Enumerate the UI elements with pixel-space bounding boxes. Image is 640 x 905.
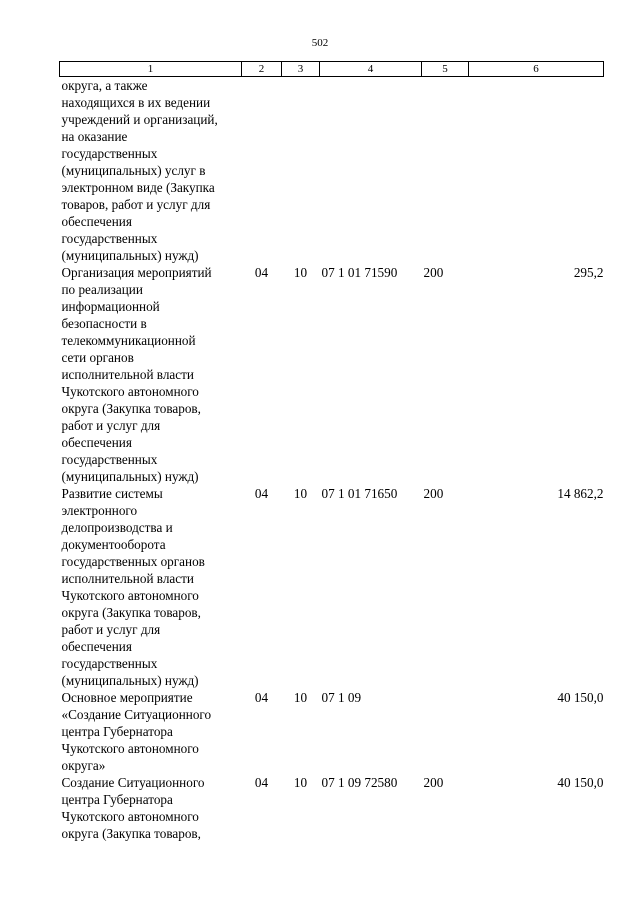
row-subsection (282, 77, 320, 265)
row-name: Организация мероприятий по реализации информационной безопасности в телекоммуникационной сети органов исполнительной власти Чукотского автономного округа (Закупка товаров, работ и услуг для обеспечения государственных (муниципальных) нужд) (61, 265, 212, 484)
column-header-4: 4 (320, 62, 422, 77)
row-expense-type: 200 (423, 486, 444, 501)
row-amount (469, 77, 604, 265)
row-expense-type (422, 689, 469, 774)
row-target-code: 07 1 09 (321, 690, 362, 705)
column-header-1: 1 (60, 62, 242, 77)
row-expense-type: 200 (423, 265, 444, 280)
row-amount: 14 862,2 (557, 486, 604, 501)
row-section: 04 (254, 265, 269, 280)
row-target-code (320, 77, 422, 265)
column-header-3: 3 (282, 62, 320, 77)
table-row (60, 264, 604, 485)
page-number: 502 (311, 37, 329, 49)
row-target-code: 07 1 09 72580 (321, 775, 398, 790)
table-header (60, 62, 604, 77)
row-subsection: 10 (293, 690, 308, 705)
budget-table (59, 61, 604, 842)
row-subsection: 10 (293, 486, 308, 501)
row-name: Развитие системы электронного делопроизводства и документооборота государственных органов исполнительной власти Чукотского автономного округа (Закупка товаров, работ и услуг для обеспечения государственных (муниципальных) нужд) (61, 486, 205, 688)
row-amount: 40 150,0 (557, 690, 604, 705)
row-section: 04 (254, 690, 269, 705)
table-body (60, 77, 604, 843)
table-row (60, 485, 604, 689)
row-section: 04 (254, 486, 269, 501)
row-subsection: 10 (293, 265, 308, 280)
row-amount: 40 150,0 (557, 775, 604, 790)
row-expense-type: 200 (423, 775, 444, 790)
row-name: Создание Ситуационного центра Губернатора Чукотского автономного округа (Закупка товаров, (61, 775, 205, 841)
table-row (60, 774, 604, 842)
row-subsection: 10 (293, 775, 308, 790)
column-header-2: 2 (242, 62, 282, 77)
row-section: 04 (254, 775, 269, 790)
table-row (60, 77, 604, 265)
table-row (60, 689, 604, 774)
header-row (60, 62, 604, 77)
row-expense-type (422, 77, 469, 265)
row-name: округа, а также находящихся в их ведении учреждений и организаций, на оказание государственных (муниципальных) услуг в электронном виде (Закупка товаров, работ и услуг для обеспечения государственных (муниципальных) нужд) (61, 78, 218, 263)
column-header-6: 6 (469, 62, 604, 77)
row-target-code: 07 1 01 71650 (321, 486, 398, 501)
row-amount: 295,2 (573, 265, 604, 280)
row-name: Основное мероприятие «Создание Ситуационного центра Губернатора Чукотского автономного округа» (61, 690, 212, 773)
column-header-5: 5 (422, 62, 469, 77)
row-section (242, 77, 282, 265)
row-target-code: 07 1 01 71590 (321, 265, 398, 280)
